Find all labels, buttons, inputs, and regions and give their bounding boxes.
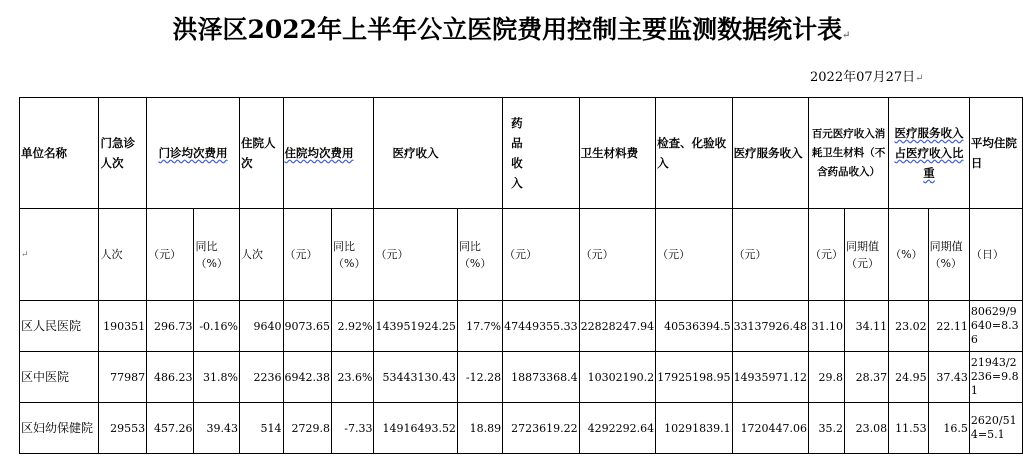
unit-yoy-3: 同比（%） (457, 209, 502, 301)
header-exam-income: 检查、化验收入 (656, 98, 732, 209)
cell: 10302190.2 (579, 352, 655, 403)
cell: -0.16% (194, 301, 240, 352)
unit-yuan-6: （元） (656, 209, 732, 301)
cell: 18873368.4 (503, 352, 579, 403)
unit-same-period-2: 同期值（%） (928, 209, 969, 301)
cell: 24.95 (889, 352, 929, 403)
cell: 2729.8 (283, 403, 332, 454)
cell: 31.10 (809, 301, 845, 352)
cell: 23.02 (889, 301, 929, 352)
unit-yoy-1: 同比（%） (194, 209, 240, 301)
unit-yuan-2: （元） (283, 209, 332, 301)
header-per-hundred: 百元医疗收入消耗卫生材料（不含药品收入） (809, 98, 889, 209)
header-medical-income: 医疗收入 (374, 98, 503, 209)
cell: 53443130.43 (374, 352, 457, 403)
cell: 6942.38 (283, 352, 332, 403)
cell: 47449355.33 (503, 301, 579, 352)
unit-pct: （%） (889, 209, 929, 301)
cell: 18.89 (457, 403, 502, 454)
table-row (20, 403, 1023, 454)
cell: 77987 (99, 352, 147, 403)
cell: 17925198.95 (656, 352, 732, 403)
document-date: 2022年07月27日↵ (810, 70, 924, 85)
cell: 37.43 (928, 352, 969, 403)
cell: 34.11 (845, 301, 889, 352)
unit-yuan-1: （元） (147, 209, 194, 301)
cell: 1720447.06 (732, 403, 808, 454)
header-outpatient-cost: 门诊均次费用 (147, 98, 240, 209)
cell: 29553 (99, 403, 147, 454)
cell: 39.43 (194, 403, 240, 454)
cell: 190351 (99, 301, 147, 352)
cell: 28.37 (845, 352, 889, 403)
unit-visits-1: 人次 (99, 209, 147, 301)
cell: 23.6% (332, 352, 374, 403)
cell: 457.26 (147, 403, 194, 454)
cell: 2.92% (332, 301, 374, 352)
cell: 143951924.25 (374, 301, 457, 352)
header-row-main (20, 98, 1023, 209)
header-inpatient-cost: 住院均次费用 (283, 98, 374, 209)
unit-empty: ↵ (20, 209, 99, 301)
header-service-ratio: 医疗服务收入占医疗收入比重 (889, 98, 970, 209)
cell: 486.23 (147, 352, 194, 403)
statistics-table (19, 97, 1023, 454)
cell: 2723619.22 (503, 403, 579, 454)
cell: 9073.65 (283, 301, 332, 352)
unit-yoy-2: 同比（%） (332, 209, 374, 301)
cell: 14916493.52 (374, 403, 457, 454)
cell: 11.53 (889, 403, 929, 454)
unit-yuan-3: （元） (374, 209, 457, 301)
table-row (20, 352, 1023, 403)
header-outpatient-visits: 门急诊人次 (99, 98, 147, 209)
cell: 2620/514=5.1 (969, 403, 1022, 454)
unit-visits-2: 人次 (239, 209, 283, 301)
row-name: 区妇幼保健院 (20, 403, 99, 454)
cell: 296.73 (147, 301, 194, 352)
cell: 514 (239, 403, 283, 454)
header-avg-stay: 平均住院日 (969, 98, 1022, 209)
cell: -12.28 (457, 352, 502, 403)
header-materials-cost: 卫生材料费 (579, 98, 655, 209)
table-row (20, 301, 1023, 352)
row-name: 区中医院 (20, 352, 99, 403)
cell: 31.8% (194, 352, 240, 403)
cell: 14935971.12 (732, 352, 808, 403)
document-title: 洪泽区2022年上半年公立医院费用控制主要监测数据统计表↵ (172, 15, 851, 44)
cell: 16.5 (928, 403, 969, 454)
cell: -7.33 (332, 403, 374, 454)
unit-yuan-8: （元） (809, 209, 845, 301)
cell: 23.08 (845, 403, 889, 454)
cell: 9640 (239, 301, 283, 352)
cell: 22.11 (928, 301, 969, 352)
cell: 17.7% (457, 301, 502, 352)
cell: 40536394.5 (656, 301, 732, 352)
unit-same-period-1: 同期值（元） (845, 209, 889, 301)
cell: 80629/9640=8.36 (969, 301, 1022, 352)
header-unit: 单位名称 (20, 98, 99, 209)
cell: 35.2 (809, 403, 845, 454)
unit-yuan-7: （元） (732, 209, 808, 301)
cell: 2236 (239, 352, 283, 403)
row-name: 区人民医院 (20, 301, 99, 352)
unit-yuan-4: （元） (503, 209, 579, 301)
unit-days: （日） (969, 209, 1022, 301)
header-service-income: 医疗服务收入 (732, 98, 808, 209)
header-row-units (20, 209, 1023, 301)
header-inpatient-visits: 住院人次 (239, 98, 283, 209)
cell: 33137926.48 (732, 301, 808, 352)
cell: 22828247.94 (579, 301, 655, 352)
unit-yuan-5: （元） (579, 209, 655, 301)
cell: 4292292.64 (579, 403, 655, 454)
header-drug-income: 药品收入 (503, 98, 579, 209)
cell: 21943/2236=9.81 (969, 352, 1022, 403)
cell: 10291839.1 (656, 403, 732, 454)
cell: 29.8 (809, 352, 845, 403)
